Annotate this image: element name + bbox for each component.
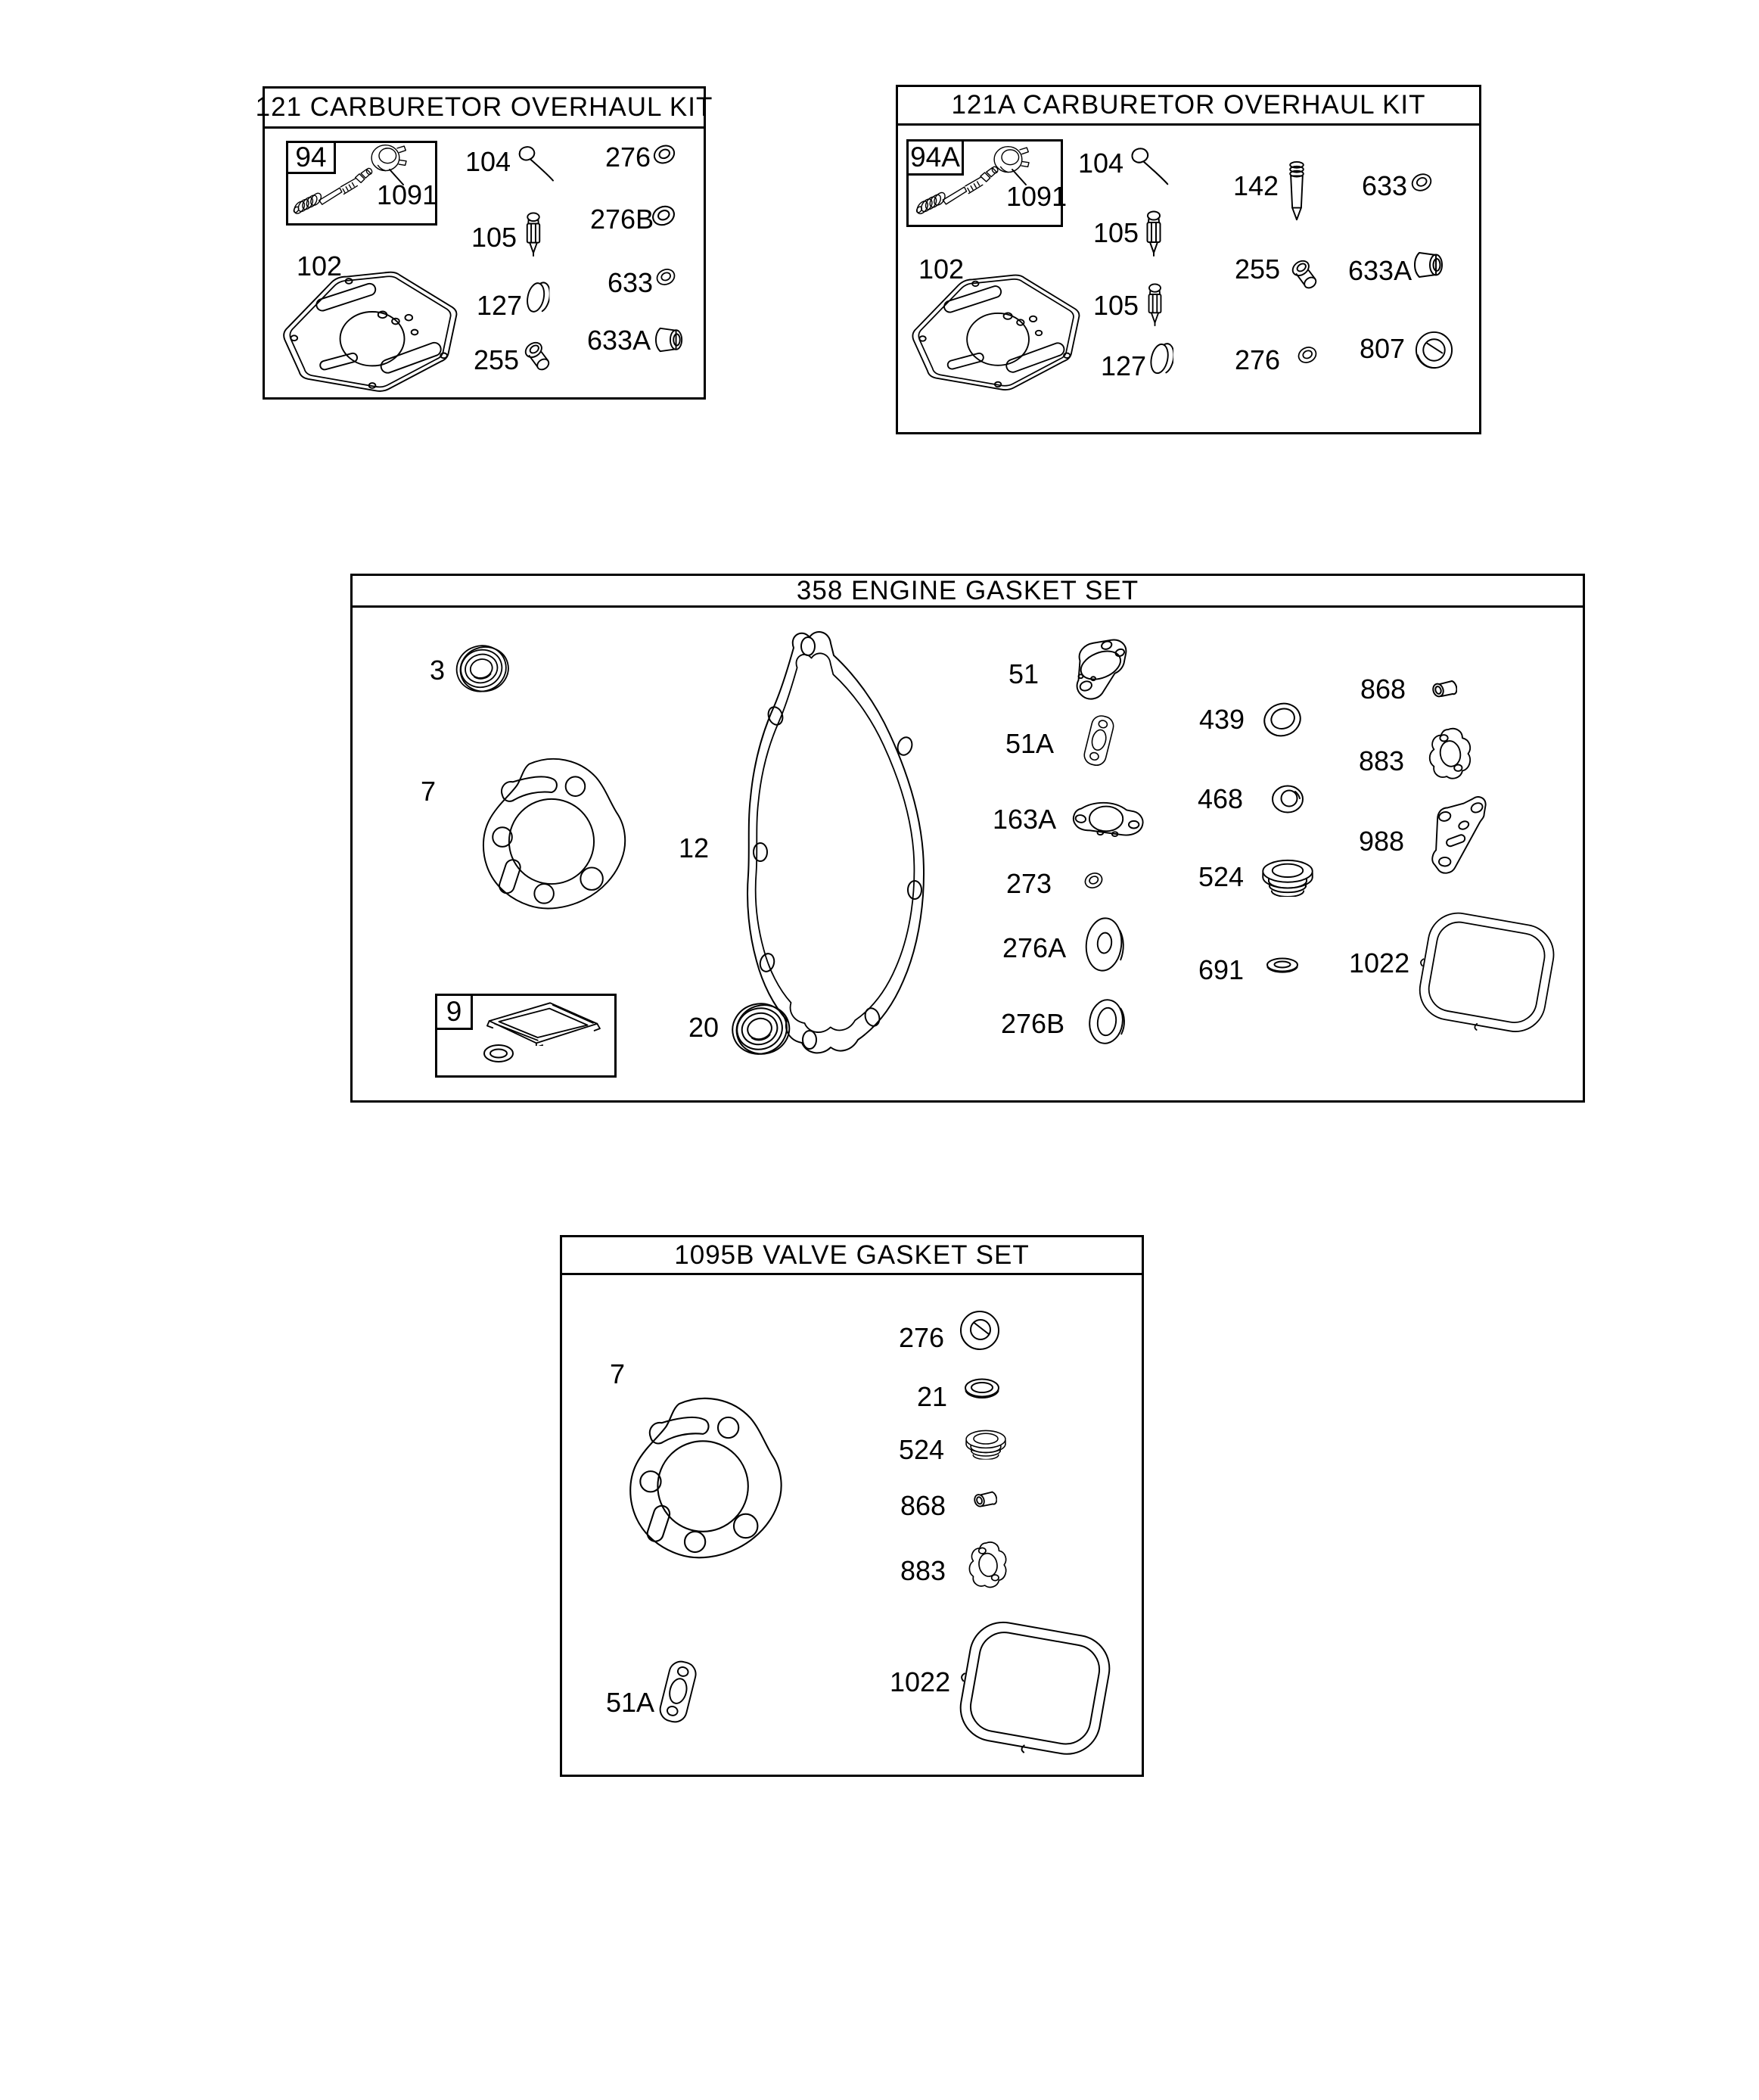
part-label-51A: 51A <box>606 1687 655 1718</box>
sealing-plug-icon <box>958 1309 1002 1353</box>
valve-cover-gasket-icon <box>953 1613 1118 1763</box>
o-ring-icon <box>1410 171 1433 194</box>
part-label-524: 524 <box>1198 861 1245 892</box>
part-label-868: 868 <box>1360 674 1406 705</box>
o-ring-icon <box>651 203 676 229</box>
inset-9-label-box <box>435 994 473 1030</box>
panel-title-text: 358 ENGINE GASKET SET <box>796 575 1139 605</box>
part-label-273: 273 <box>1006 868 1052 899</box>
part-label-276B: 276B <box>590 204 654 235</box>
carburetor-gasket-icon <box>906 272 1091 394</box>
part-label-439: 439 <box>1199 704 1245 735</box>
oval-gasket-ring-icon <box>481 1043 516 1064</box>
oil-fill-plug-icon <box>1260 857 1316 897</box>
part-label-1091: 1091 <box>1006 181 1068 212</box>
exhaust-gasket-icon <box>1079 714 1121 768</box>
oval-ring-gasket-icon <box>1087 997 1127 1046</box>
oil-fill-plug-icon <box>964 1426 1008 1462</box>
panel-title-text: 121A CARBURETOR OVERHAUL KIT <box>951 90 1426 120</box>
valve-cover-gasket-icon <box>1407 905 1568 1040</box>
welch-plug-icon <box>526 280 550 315</box>
oil-seal-icon <box>452 638 513 698</box>
part-label-105: 105 <box>1093 217 1139 248</box>
crankcase-plug-icon <box>1413 330 1455 372</box>
panel-title-text: 1095B VALVE GASKET SET <box>674 1240 1030 1270</box>
sealing-ring-icon <box>1262 701 1303 739</box>
part-label-105: 105 <box>1093 290 1139 321</box>
part-label-468: 468 <box>1198 783 1244 814</box>
float-hinge-pin-icon <box>1126 145 1174 189</box>
part-label-142: 142 <box>1233 170 1279 201</box>
part-label-7: 7 <box>610 1358 626 1389</box>
washer-gasket-icon <box>1084 916 1125 973</box>
throttle-shaft-bushing-icon <box>1290 259 1322 291</box>
throttle-shaft-bushing-icon <box>524 341 554 372</box>
kit-121A-title <box>898 87 1479 126</box>
idle-mixture-screw-icon <box>1285 160 1309 227</box>
part-label-163A: 163A <box>993 804 1057 835</box>
breather-grommet-icon <box>973 1488 997 1509</box>
o-ring-icon <box>1297 342 1318 368</box>
part-label-276B: 276B <box>1001 1008 1065 1039</box>
bushing-icon <box>654 325 685 354</box>
part-label-51: 51 <box>1008 658 1040 689</box>
carburetor-mounting-gasket-icon <box>1058 634 1135 702</box>
part-label-807: 807 <box>1360 333 1406 364</box>
flat-washer-icon <box>963 1377 1001 1403</box>
part-label-20: 20 <box>688 1012 719 1043</box>
part-label-524: 524 <box>899 1434 945 1465</box>
breather-gasket-icon <box>1427 725 1474 781</box>
set-1095B-title <box>562 1237 1142 1275</box>
part-label-127: 127 <box>1101 350 1147 381</box>
inlet-needle-icon <box>1142 210 1165 257</box>
o-ring-icon <box>652 142 676 166</box>
welch-plug-icon <box>1150 341 1173 377</box>
o-ring-icon <box>655 266 676 288</box>
exhaust-gasket-icon <box>657 1659 702 1725</box>
part-label-633: 633 <box>1362 170 1408 201</box>
part-label-21: 21 <box>917 1381 948 1412</box>
part-label-691: 691 <box>1198 954 1245 985</box>
part-label-1022: 1022 <box>890 1666 951 1697</box>
part-label-12: 12 <box>679 832 710 863</box>
part-label-633A: 633A <box>1348 255 1412 286</box>
part-label-1091: 1091 <box>377 179 438 210</box>
bushing-icon <box>1412 250 1446 280</box>
carburetor-gasket-icon <box>278 269 468 395</box>
part-label-276: 276 <box>899 1322 945 1353</box>
float-hinge-pin-icon <box>513 144 560 185</box>
o-ring-icon <box>1083 870 1104 891</box>
oil-seal-icon <box>728 995 794 1062</box>
part-label-104: 104 <box>1078 148 1124 179</box>
part-label-276: 276 <box>1235 344 1281 375</box>
part-label-102: 102 <box>297 250 343 282</box>
part-label-127: 127 <box>477 290 523 321</box>
set-358-title <box>353 576 1583 608</box>
cylinder-head-gasket-icon <box>596 1386 806 1585</box>
inset-94A-label: 94A <box>910 142 960 173</box>
kit-121-title <box>255 89 713 129</box>
cylinder-head-gasket-icon <box>456 748 644 934</box>
inlet-needle-icon <box>522 212 545 257</box>
o-ring-icon <box>1270 784 1306 814</box>
part-label-868: 868 <box>900 1490 946 1521</box>
intake-gasket-icon <box>1068 797 1147 839</box>
part-label-883: 883 <box>1359 745 1405 776</box>
part-label-51A: 51A <box>1005 728 1055 759</box>
part-label-633: 633 <box>608 267 654 298</box>
part-label-104: 104 <box>465 146 511 177</box>
part-label-633A: 633A <box>587 325 651 356</box>
inset-94-label: 94 <box>295 142 327 173</box>
flat-washer-icon <box>1265 957 1300 975</box>
part-label-102: 102 <box>918 254 965 285</box>
inset-9-label: 9 <box>446 996 462 1027</box>
part-label-3: 3 <box>430 655 446 686</box>
breather-grommet-icon <box>1431 677 1457 699</box>
part-label-255: 255 <box>474 344 520 375</box>
part-label-988: 988 <box>1359 826 1405 857</box>
part-label-276: 276 <box>605 142 651 173</box>
part-label-883: 883 <box>900 1555 946 1586</box>
part-label-276A: 276A <box>1002 932 1067 963</box>
part-label-105: 105 <box>471 222 517 253</box>
part-label-7: 7 <box>421 776 437 807</box>
panel-title-text: 121 CARBURETOR OVERHAUL KIT <box>255 92 713 122</box>
rocker-cover-gasket-icon <box>478 997 608 1046</box>
part-label-255: 255 <box>1235 254 1281 285</box>
inlet-needle-icon <box>1144 283 1166 327</box>
breather-gasket-icon <box>967 1536 1009 1592</box>
bracket-gasket-icon <box>1427 795 1490 876</box>
part-label-1022: 1022 <box>1349 947 1410 978</box>
